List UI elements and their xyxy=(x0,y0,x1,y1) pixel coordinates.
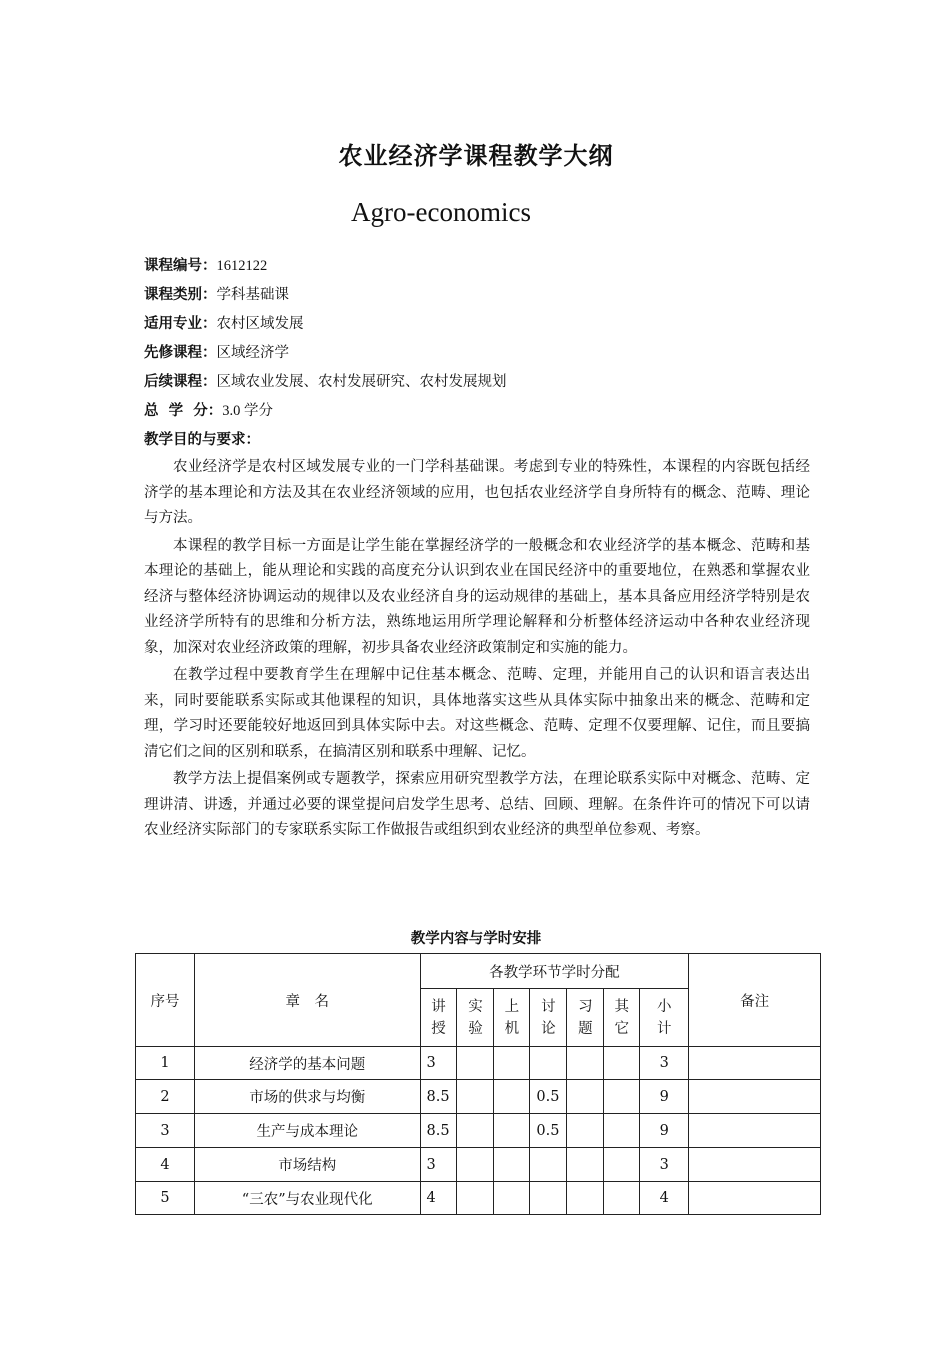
header-note: 备注 xyxy=(689,954,821,1047)
header-exercise: 习 题 xyxy=(567,989,604,1047)
table-cell xyxy=(530,1047,567,1080)
table-cell: 0.5 xyxy=(530,1114,567,1148)
table-cell: 4 xyxy=(640,1182,689,1215)
major-label: 适用专业： xyxy=(144,316,217,332)
table-cell xyxy=(494,1047,530,1080)
page-title: 农业经济学课程教学大纲 xyxy=(338,142,614,170)
table-cell: 8.5 xyxy=(420,1080,457,1114)
table-cell xyxy=(604,1047,640,1080)
table-cell xyxy=(604,1182,640,1215)
header-computer: 上 机 xyxy=(494,989,530,1047)
table-cell: 5 xyxy=(136,1182,195,1215)
major-value: 农村区域发展 xyxy=(216,316,304,332)
table-cell xyxy=(457,1080,494,1114)
table-cell: 3 xyxy=(420,1047,457,1080)
table-cell xyxy=(530,1182,567,1215)
table-cell: 3 xyxy=(420,1148,457,1182)
page-subtitle: Agro-economics xyxy=(351,197,531,227)
course-code-label: 课程编号： xyxy=(144,258,217,274)
table-cell xyxy=(494,1080,530,1114)
major-row xyxy=(144,312,814,341)
course-category-label: 课程类别： xyxy=(144,287,217,303)
table-cell: 1 xyxy=(136,1047,195,1080)
table-row xyxy=(136,1148,821,1182)
header-discussion: 讨 论 xyxy=(530,989,567,1047)
table-cell xyxy=(494,1114,530,1148)
header-experiment: 实 验 xyxy=(457,989,494,1047)
table-cell xyxy=(689,1047,821,1080)
table-cell xyxy=(567,1182,604,1215)
objectives-body xyxy=(144,455,810,846)
table-cell xyxy=(567,1148,604,1182)
course-code-value: 1612122 xyxy=(216,258,268,274)
paragraph: 在教学过程中要教育学生在理解中记住基本概念、范畴、定理，并能用自己的认识和语言表达出来，同时要能联系实际或其他课程的知识，具体地落实这些从具体实际中抽象出来的概念、范畴和定理，学习时还要能较好地返回到具体实际中去。对这些概念、范畴、定理不仅要理解、记住，而且要搞清它们之间的区别和联系，在搞清区别和联系中理解、记忆。 xyxy=(144,667,810,760)
table-cell xyxy=(689,1182,821,1215)
prerequisite-row xyxy=(144,341,814,370)
header-chapter: 章 名 xyxy=(194,954,420,1047)
table-cell: 3 xyxy=(136,1114,195,1148)
objectives-heading: 教学目的与要求： xyxy=(144,432,260,448)
table-cell xyxy=(567,1114,604,1148)
table-cell: 9 xyxy=(640,1080,689,1114)
table-row xyxy=(136,1047,821,1080)
table-cell: 0.5 xyxy=(530,1080,567,1114)
header-subtotal: 小 计 xyxy=(640,989,689,1047)
course-category-value: 学科基础课 xyxy=(216,287,289,303)
table-cell xyxy=(689,1114,821,1148)
header-hours-group: 各教学环节学时分配 xyxy=(420,954,689,989)
table-cell xyxy=(457,1114,494,1148)
table-cell: 2 xyxy=(136,1080,195,1114)
table-cell xyxy=(604,1148,640,1182)
table-row xyxy=(136,1114,821,1148)
course-info xyxy=(144,254,814,428)
prerequisite-label: 先修课程： xyxy=(144,345,217,361)
table-cell xyxy=(457,1148,494,1182)
table-cell xyxy=(457,1182,494,1215)
table-cell: 市场结构 xyxy=(194,1148,420,1182)
course-code-row xyxy=(144,254,814,283)
prerequisite-value: 区域经济学 xyxy=(216,345,289,361)
table-cell xyxy=(494,1182,530,1215)
course-category-row xyxy=(144,283,814,312)
table-cell xyxy=(689,1148,821,1182)
table-cell xyxy=(457,1047,494,1080)
schedule-table xyxy=(135,953,821,1215)
table-cell xyxy=(604,1114,640,1148)
table-cell: 8.5 xyxy=(420,1114,457,1148)
follow-up-row xyxy=(144,370,814,399)
table-cell xyxy=(494,1148,530,1182)
header-other: 其 它 xyxy=(604,989,640,1047)
table-cell xyxy=(530,1148,567,1182)
credits-row xyxy=(144,399,814,428)
follow-up-value: 区域农业发展、农村发展研究、农村发展规划 xyxy=(216,374,507,390)
table-cell xyxy=(567,1080,604,1114)
table-cell: 9 xyxy=(640,1114,689,1148)
table-cell: 经济学的基本问题 xyxy=(194,1047,420,1080)
table-cell xyxy=(689,1080,821,1114)
table-cell: 4 xyxy=(420,1182,457,1215)
table-cell: 生产与成本理论 xyxy=(194,1114,420,1148)
follow-up-label: 后续课程： xyxy=(144,374,217,390)
paragraph: 本课程的教学目标一方面是让学生能在掌握经济学的一般概念和农业经济学的基本概念、范畴和基本理论的基础上，能从理论和实践的高度充分认识到农业在国民经济中的重要地位，在熟悉和掌握农业经济与整体经济协调运动的规律以及农业经济自身的运动规律的基础上，基本具备应用经济学特别是农业经济学所特有的思维和分析方法，熟练地运用所学理论解释和分析整体经济运动中各种农业经济现象，加深对农业经济政策的理解，初步具备农业经济政策制定和实施的能力。 xyxy=(144,537,810,656)
credits-value: 3.0 学分 xyxy=(222,403,273,419)
table-cell: 3 xyxy=(640,1047,689,1080)
paragraph: 农业经济学是农村区域发展专业的一门学科基础课。考虑到专业的特殊性，本课程的内容既包括经济学的基本理论和方法及其在农业经济领域的应用，也包括农业经济学自身所特有的概念、范畴、理论与方法。 xyxy=(144,459,810,526)
table-title: 教学内容与学时安排 xyxy=(410,931,542,947)
table-cell xyxy=(567,1047,604,1080)
table-cell: “三农”与农业现代化 xyxy=(194,1182,420,1215)
table-row xyxy=(136,1080,821,1114)
table-cell: 4 xyxy=(136,1148,195,1182)
credits-label: 总 学 分： xyxy=(144,403,223,419)
table-cell: 市场的供求与均衡 xyxy=(194,1080,420,1114)
header-lecture: 讲 授 xyxy=(420,989,457,1047)
paragraph: 教学方法上提倡案例或专题教学，探索应用研究型教学方法，在理论联系实际中对概念、范畴、定理讲清、讲透，并通过必要的课堂提问启发学生思考、总结、回顾、理解。在条件许可的情况下可以请农业经济实际部门的专家联系实际工作做报告或组织到农业经济的典型单位参观、考察。 xyxy=(144,771,810,838)
header-no: 序号 xyxy=(136,954,195,1047)
table-cell: 3 xyxy=(640,1148,689,1182)
table-row xyxy=(136,1182,821,1215)
table-cell xyxy=(604,1080,640,1114)
